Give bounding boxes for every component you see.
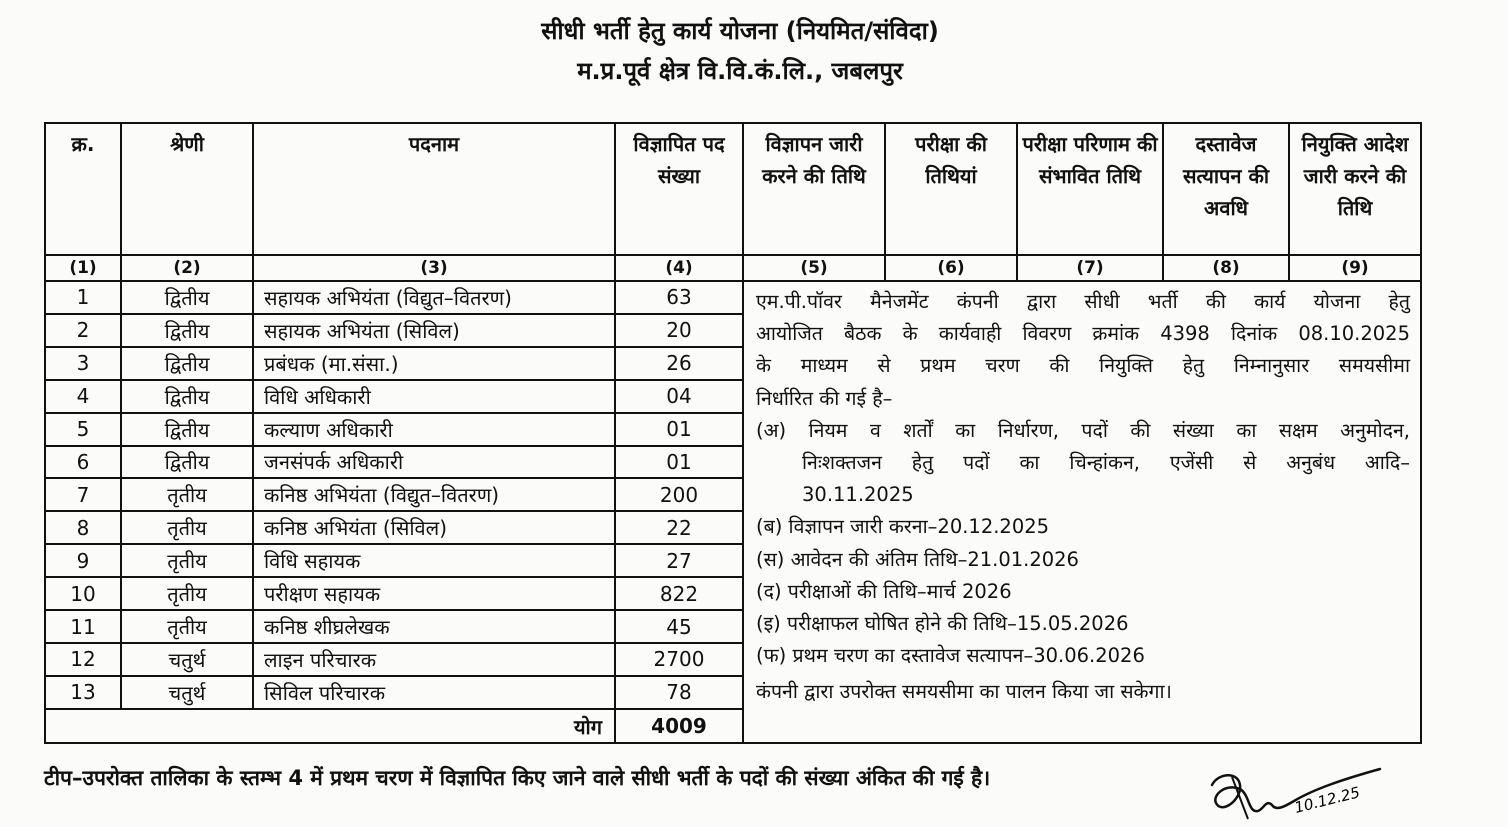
cell-category: तृतीय [121, 511, 253, 544]
col-number: (1) [45, 255, 121, 281]
schedule-item-a-cont: निःशक्तजन हेतु पदों का चिन्हांकन, एजेंसी से अनुबंध आदि– [802, 451, 1410, 475]
cell-count: 20 [615, 314, 743, 347]
cell-count: 27 [615, 544, 743, 577]
col-header-appointment-date: नियुक्ति आदेश जारी करने की तिथि [1289, 123, 1421, 255]
cell-sr: 5 [45, 413, 121, 446]
cell-category: द्वितीय [121, 314, 253, 347]
schedule-item-a-date: 30.11.2025 [802, 483, 914, 507]
schedule-intro-line: निर्धारित की गई है– [756, 386, 893, 410]
cell-category: चतुर्थ [121, 676, 253, 709]
col-header-ad-date: विज्ञापन जारी करने की तिथि [743, 123, 885, 255]
cell-count: 01 [615, 413, 743, 446]
cell-sr: 11 [45, 610, 121, 643]
schedule-item-b: (ब) विज्ञापन जारी करना–20.12.2025 [756, 515, 1050, 539]
total-label: योग [45, 709, 615, 743]
cell-count: 63 [615, 281, 743, 314]
schedule-item-a: (अ) नियम व शर्तों का निर्धारण, पदों की संख्या का सक्षम अनुमोदन, [756, 418, 1410, 442]
cell-count: 01 [615, 446, 743, 479]
cell-category: तृतीय [121, 577, 253, 610]
cell-sr: 7 [45, 478, 121, 511]
cell-sr: 6 [45, 446, 121, 479]
cell-count: 22 [615, 511, 743, 544]
cell-count: 45 [615, 610, 743, 643]
cell-sr: 12 [45, 643, 121, 676]
cell-category: द्वितीय [121, 380, 253, 413]
cell-count: 04 [615, 380, 743, 413]
col-header-post: पदनाम [253, 123, 615, 255]
cell-sr: 8 [45, 511, 121, 544]
cell-sr: 10 [45, 577, 121, 610]
table-row [45, 281, 1421, 314]
cell-category: द्वितीय [121, 413, 253, 446]
cell-post: परीक्षण सहायक [253, 577, 615, 610]
cell-post: सिविल परिचारक [253, 676, 615, 709]
col-header-sr: क्र. [45, 123, 121, 255]
col-number: (4) [615, 255, 743, 281]
cell-category: द्वितीय [121, 446, 253, 479]
cell-category: तृतीय [121, 478, 253, 511]
cell-sr: 4 [45, 380, 121, 413]
cell-post: कनिष्ठ अभियंता (सिविल) [253, 511, 615, 544]
cell-post: सहायक अभियंता (सिविल) [253, 314, 615, 347]
column-number-row [45, 255, 1421, 281]
document-title: सीधी भर्ती हेतु कार्य योजना (नियमित/संविदा) [541, 17, 939, 45]
cell-category: तृतीय [121, 544, 253, 577]
cell-post: जनसंपर्क अधिकारी [253, 446, 615, 479]
col-header-result-date: परीक्षा परिणाम की संभावित तिथि [1017, 123, 1163, 255]
signature-image [1204, 755, 1404, 827]
schedule-item-e: (इ) परीक्षाफल घोषित होने की तिथि–15.05.2026 [756, 612, 1129, 636]
col-number: (8) [1163, 255, 1289, 281]
cell-post: सहायक अभियंता (विद्युत–वितरण) [253, 281, 615, 314]
cell-category: द्वितीय [121, 347, 253, 380]
cell-post: प्रबंधक (मा.संसा.) [253, 347, 615, 380]
cell-category: द्वितीय [121, 281, 253, 314]
cell-post: कनिष्ठ शीघ्रलेखक [253, 610, 615, 643]
schedule-item-f: (फ) प्रथम चरण का दस्तावेज सत्यापन–30.06.2026 [756, 644, 1145, 668]
cell-category: तृतीय [121, 610, 253, 643]
schedule-intro-line: के माध्यम से प्रथम चरण की नियुक्ति हेतु निम्नानुसार समयसीमा [756, 354, 1410, 378]
total-value: 4009 [615, 709, 743, 743]
col-number: (3) [253, 255, 615, 281]
col-number: (7) [1017, 255, 1163, 281]
col-number: (9) [1289, 255, 1421, 281]
cell-post: कनिष्ठ अभियंता (विद्युत–वितरण) [253, 478, 615, 511]
cell-count: 2700 [615, 643, 743, 676]
cell-post: विधि अधिकारी [253, 380, 615, 413]
cell-sr: 1 [45, 281, 121, 314]
signature-date: 10.12.25 [1292, 783, 1362, 817]
col-header-category: श्रेणी [121, 123, 253, 255]
cell-sr: 3 [45, 347, 121, 380]
schedule-item-c: (स) आवेदन की अंतिम तिथि–21.01.2026 [756, 547, 1079, 571]
schedule-text-block [743, 281, 1421, 743]
cell-category: चतुर्थ [121, 643, 253, 676]
col-header-doc-verification: दस्तावेज सत्यापन की अवधि [1163, 123, 1289, 255]
cell-sr: 2 [45, 314, 121, 347]
cell-count: 822 [615, 577, 743, 610]
col-header-exam-dates: परीक्षा की तिथियां [885, 123, 1017, 255]
document-subtitle: म.प्र.पूर्व क्षेत्र वि.वि.कं.लि., जबलपुर [577, 57, 903, 85]
footer-note: टीप–उपरोक्त तालिका के स्तम्भ 4 में प्रथम चरण में विज्ञापित किए जाने वाले सीधी भर्ती के पदों की संख्या अंकित की गई है। [44, 766, 991, 790]
cell-count: 78 [615, 676, 743, 709]
col-number: (6) [885, 255, 1017, 281]
cell-post: विधि सहायक [253, 544, 615, 577]
schedule-closing: कंपनी द्वारा उपरोक्त समयसीमा का पालन किया जा सकेगा। [756, 680, 1172, 704]
cell-sr: 13 [45, 676, 121, 709]
cell-post: कल्याण अधिकारी [253, 413, 615, 446]
cell-count: 200 [615, 478, 743, 511]
schedule-item-d: (द) परीक्षाओं की तिथि–मार्च 2026 [756, 579, 1012, 603]
cell-count: 26 [615, 347, 743, 380]
header-row [45, 123, 1421, 255]
schedule-intro-line: एम.पी.पॉवर मैनेजमेंट कंपनी द्वारा सीधी भर्ती की कार्य योजना हेतु [756, 290, 1410, 313]
cell-post: लाइन परिचारक [253, 643, 615, 676]
col-number: (5) [743, 255, 885, 281]
schedule-intro-line: आयोजित बैठक के कार्यवाही विवरण क्रमांक 4398 दिनांक 08.10.2025 [756, 322, 1410, 346]
cell-sr: 9 [45, 544, 121, 577]
col-number: (2) [121, 255, 253, 281]
recruitment-plan-table [44, 122, 1422, 744]
col-header-count: विज्ञापित पद संख्या [615, 123, 743, 255]
